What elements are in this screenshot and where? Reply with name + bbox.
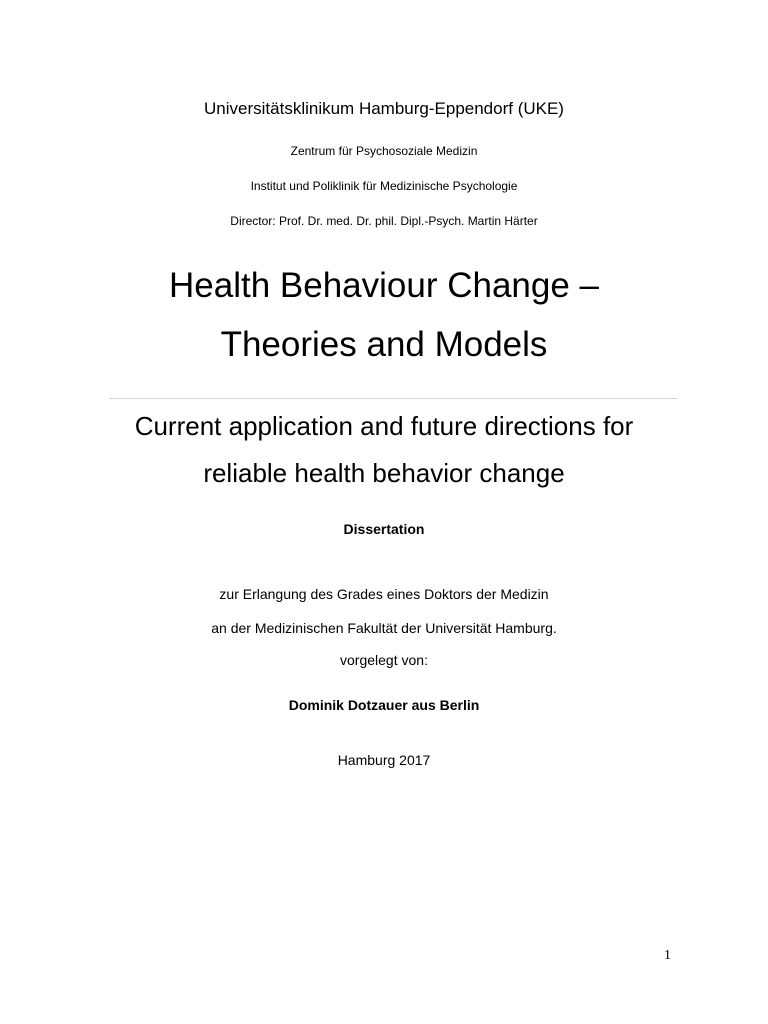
- presented-by-label: vorgelegt von:: [340, 652, 428, 668]
- title-line-1: Health Behaviour Change –: [168, 266, 599, 305]
- title-divider: [109, 398, 677, 399]
- institute-name: Institut und Poliklinik für Medizinische Psychologie: [250, 179, 518, 193]
- place-and-year: Hamburg 2017: [337, 752, 431, 768]
- purpose-line-2: an der Medizinischen Fakultät der Universität Hamburg.: [211, 620, 557, 636]
- subtitle-line-1: Current application and future directions for: [134, 411, 634, 441]
- center-name: Zentrum für Psychosoziale Medizin: [290, 144, 478, 158]
- document-type: Dissertation: [343, 521, 425, 537]
- director-line: Director: Prof. Dr. med. Dr. phil. Dipl.-Psych. Martin Härter: [230, 214, 538, 228]
- purpose-line-1: zur Erlangung des Grades eines Doktors der Medizin: [219, 586, 549, 602]
- university-name: Universitätsklinikum Hamburg-Eppendorf (UKE): [204, 99, 564, 118]
- page-number: 1: [664, 948, 671, 963]
- title-line-2: Theories and Models: [220, 325, 548, 364]
- subtitle-line-2: reliable health behavior change: [203, 458, 565, 488]
- author-name: Dominik Dotzauer aus Berlin: [288, 697, 480, 713]
